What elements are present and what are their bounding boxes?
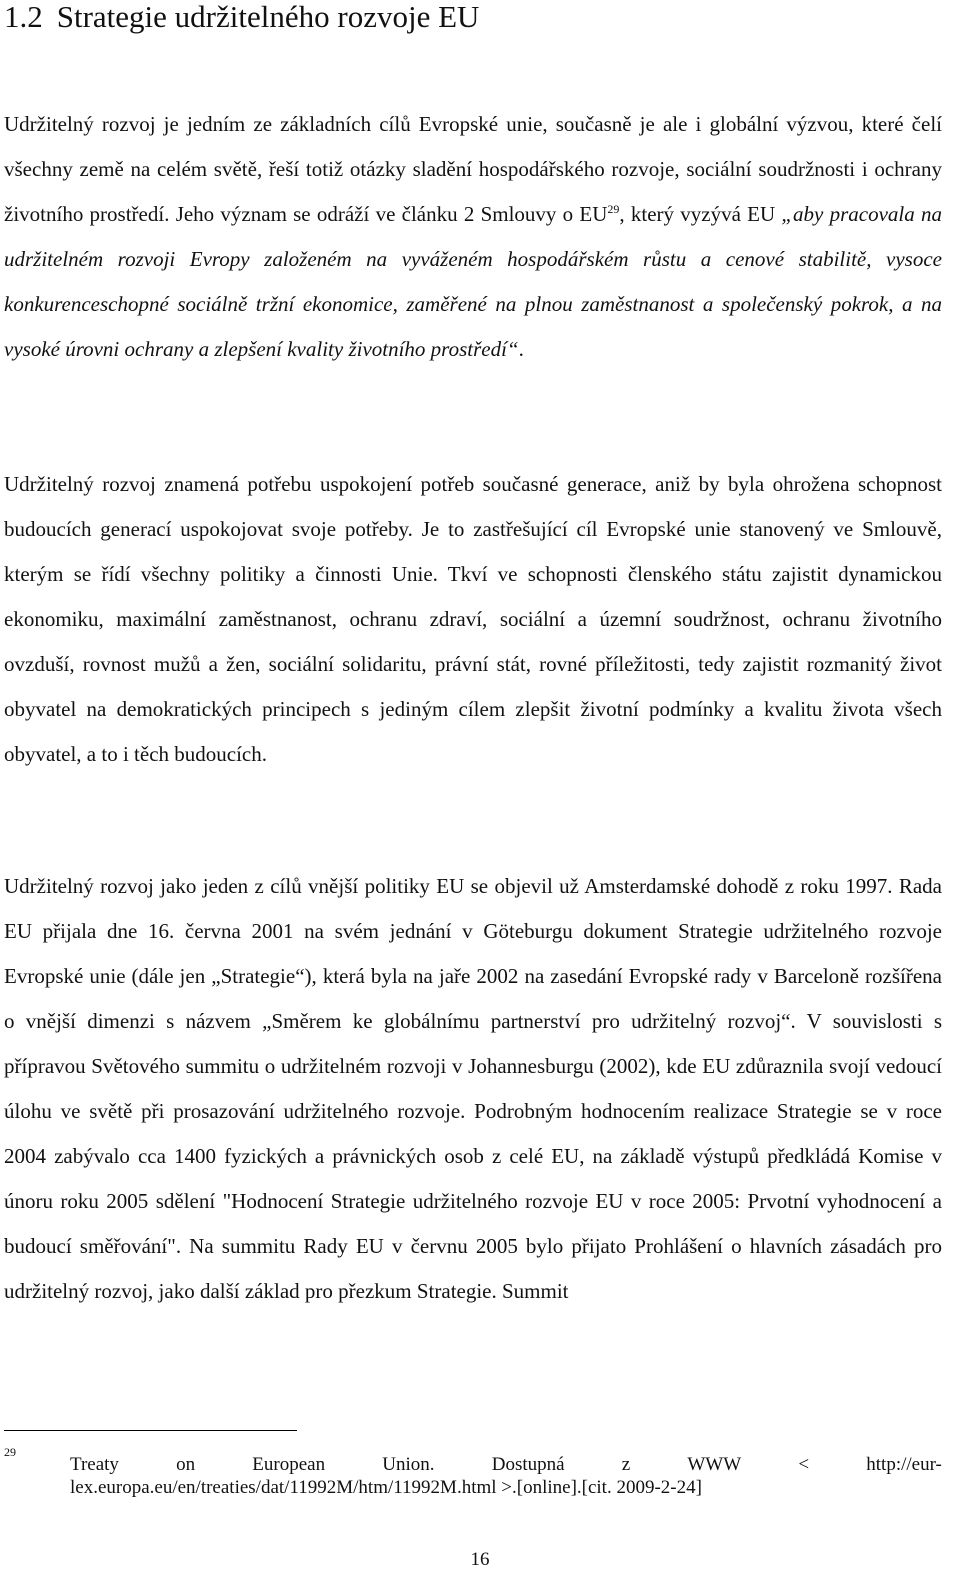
- paragraph-1-text-c: .: [518, 337, 524, 361]
- footnote-word: Dostupná: [491, 1454, 565, 1475]
- footnote-word: WWW: [687, 1454, 742, 1475]
- footnote-url-start[interactable]: http://eur-: [866, 1454, 942, 1475]
- paragraph-3: Udržitelný rozvoj jako jeden z cílů vnější politiky EU se objevil už Amsterdamské dohodě z roku 1997. Rada EU přijala dne 16. června 2001 na svém jednání v Göteburgu dokument Strategie udržitelného rozvoje Evropské unie (dále jen „Strategie“), která byla na jaře 2002 na zasedání Evropské rady v Barceloně rozšířena o vnější dimenzi s názvem „Směrem ke globálnímu partnerství pro udržitelný rozvoj“. V souvislosti s přípravou Světového summitu o udržitelném rozvoji v Johannesburgu (2002), kde EU zdůraznila svojí vedoucí úlohu ve světě při prosazování udržitelného rozvoje. Podrobným hodnocením realizace Strategie se v roce 2004 zabývalo cca 1400 fyzických a právnických osob z celé EU, na základě výstupů předkládá Komise v únoru roku 2005 sdělení "Hodnocení Strategie udržitelného rozvoje EU v roce 2005: Prvotní vyhodnocení a budoucí směřování". Na summitu Rady EU v červnu 2005 bylo přijato Prohlášení o hlavních zásadách pro udržitelný rozvoj, jako další základ pro přezkum Strategie. Summit: [4, 874, 942, 1303]
- paragraph-1-text-a: Udržitelný rozvoj je jedním ze základních cílů Evropské unie, současně je ale i globální výzvou, které čelí všechny země na celém světě, řeší totiž otázky sladění hospodářského rozvoje, sociální soudržnosti i ochrany životního prostředí. Jeho význam se odráží ve článku 2 Smlouvy o EU: [4, 112, 942, 226]
- footnote-separator: [4, 1430, 297, 1431]
- footnote-word: <: [798, 1454, 810, 1475]
- footnote-reference[interactable]: 29: [607, 202, 620, 216]
- footnote-word: Union.: [382, 1454, 435, 1475]
- paragraph-1: [4, 102, 942, 372]
- paragraph-2: Udržitelný rozvoj znamená potřebu uspokojení potřeb současné generace, aniž by byla ohrožena schopnost budoucích generací uspokojovat svoje potřeby. Je to zastřešující cíl Evropské unie stanovený ve Smlouvě, kterým se řídí všechny politiky a činnosti Unie. Tkví ve schopnosti členského státu zajistit dynamickou ekonomiku, maximální zaměstnanost, ochranu zdraví, sociální a územní soudržnost, ochranu životního ovzduší, rovnost mužů a žen, sociální solidaritu, právní stát, rovné příležitosti, tedy zajistit rozmanitý život obyvatel na demokratických principech s jediným cílem zlepšit životní podmínky a kvalitu života všech obyvatel, a to i těch budoucích.: [4, 472, 942, 766]
- footnote-word: European: [252, 1454, 326, 1475]
- section-heading: [4, 0, 479, 34]
- treaty-quote: „aby pracovala na udržitelném rozvoji Evropy založeném na vyváženém hospodářském růstu a cenové stabilitě, vysoce konkurenceschopné sociálně tržní ekonomice, zaměřené na plnou zaměstnanost a společenský pokrok, a na vysoké úrovni ochrany a zlepšení kvality životního prostředí“: [4, 202, 942, 361]
- page-number: 16: [470, 1549, 490, 1570]
- footnote-line-2[interactable]: lex.europa.eu/en/treaties/dat/11992M/htm/11992M.html >.[online].[cit. 2009-2-24]: [70, 1477, 702, 1498]
- paragraph-1-text-b: , který vyzývá EU: [619, 202, 782, 226]
- footnote-word: Treaty: [70, 1454, 119, 1475]
- footnote-line-1: [70, 1453, 942, 1476]
- section-title: Strategie udržitelného rozvoje EU: [56, 0, 480, 34]
- footnote-mark: 29: [4, 1445, 16, 1459]
- footnote-word: on: [176, 1454, 196, 1475]
- footnote-word: z: [621, 1454, 631, 1475]
- section-number: 1.2: [4, 0, 43, 34]
